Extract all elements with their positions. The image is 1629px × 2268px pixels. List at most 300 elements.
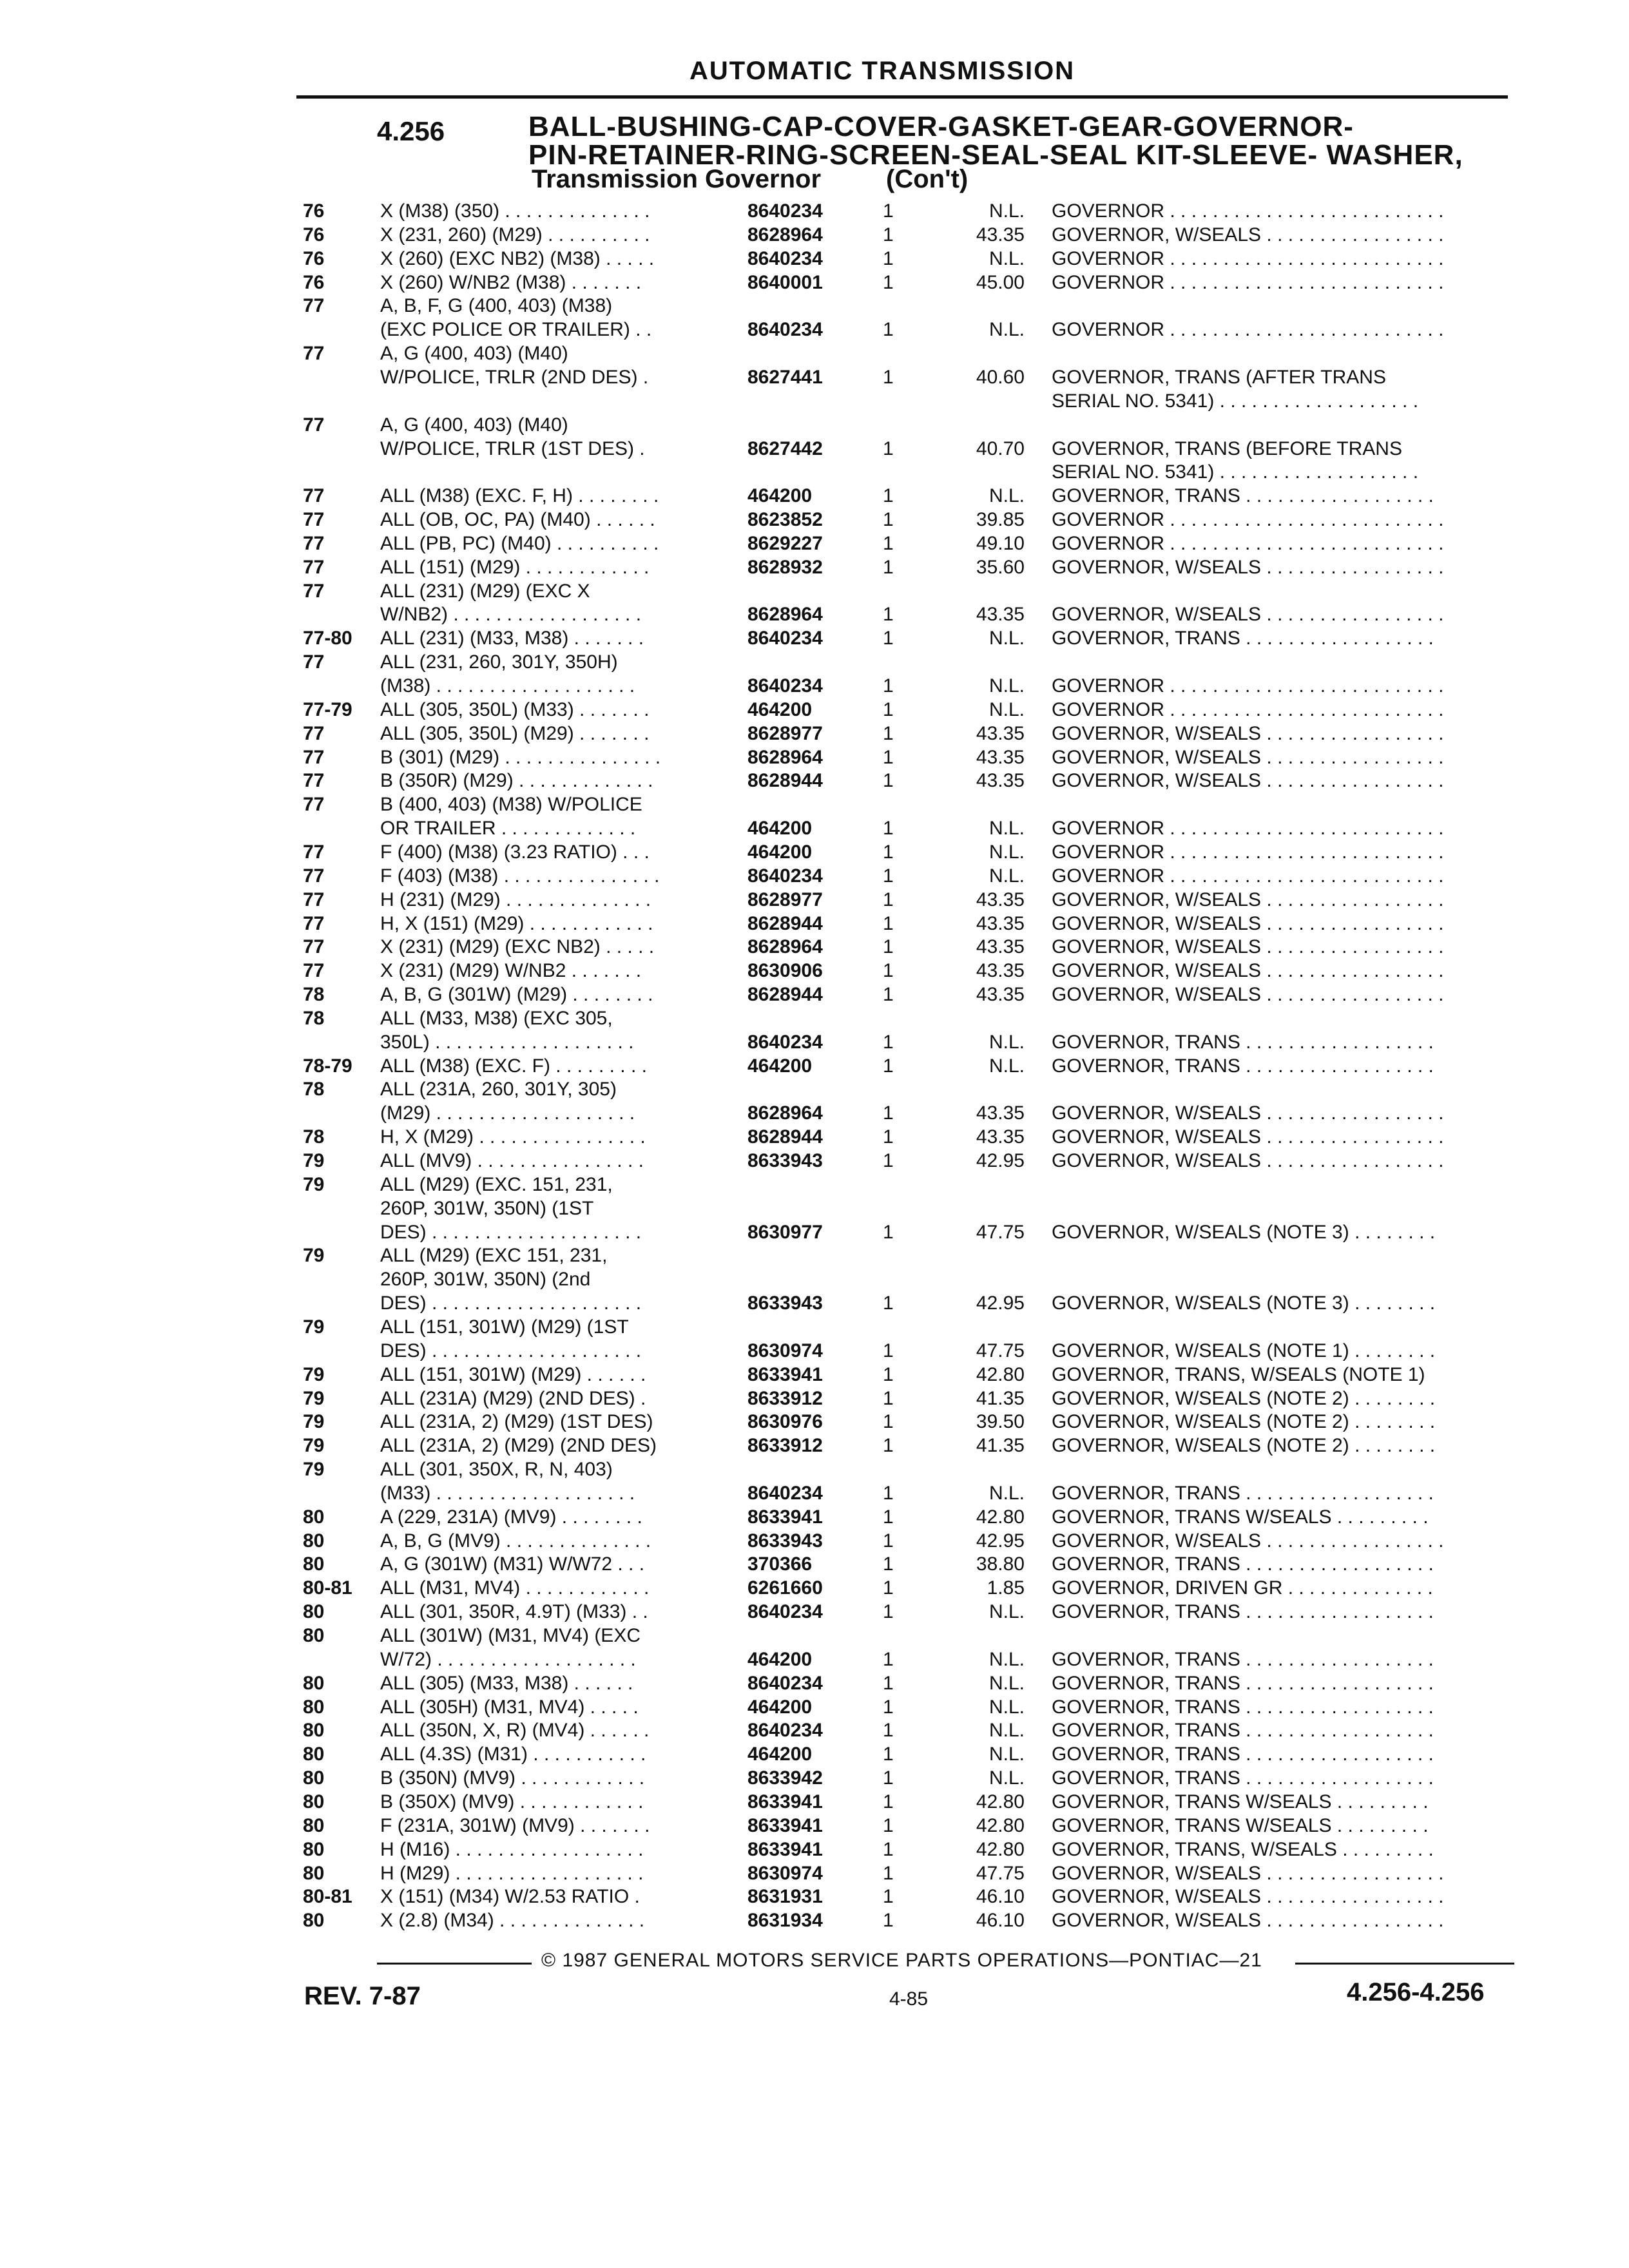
part-number: 8628944	[747, 913, 823, 934]
part-number: 8628977	[747, 889, 823, 910]
application: X (231, 260) (M29) . . . . . . . . . .	[380, 224, 650, 245]
description: GOVERNOR, TRANS . . . . . . . . . . . . . . . . . .	[1052, 1032, 1434, 1053]
application: ALL (305, 350L) (M33) . . . . . . .	[380, 699, 650, 720]
part-number: 8640234	[747, 865, 823, 887]
description: GOVERNOR . . . . . . . . . . . . . . . . . . . . . . . . . .	[1052, 533, 1444, 554]
quantity: 1	[883, 1126, 894, 1148]
figure-number: 77	[303, 936, 325, 957]
price: 40.70	[976, 438, 1025, 459]
table-row	[0, 1647, 1629, 1673]
price: 46.10	[976, 1886, 1025, 1907]
table-row	[0, 1837, 1629, 1863]
part-number: 8628932	[747, 557, 823, 578]
price: N.L.	[988, 818, 1025, 839]
figure-number: 80	[303, 1625, 325, 1646]
table-row	[0, 1481, 1629, 1506]
application: ALL (305) (M33, M38) . . . . . .	[380, 1673, 633, 1694]
table-row	[0, 1148, 1629, 1174]
figure-number: 77	[303, 723, 325, 744]
application: (M38) . . . . . . . . . . . . . . . . . . .	[380, 675, 635, 697]
part-number: 8628964	[747, 224, 823, 245]
price: 43.35	[976, 604, 1025, 625]
section-title-line-3: Transmission Governor	[532, 165, 822, 193]
description: GOVERNOR, W/SEALS . . . . . . . . . . . . . . . . .	[1052, 1150, 1444, 1171]
part-number: 464200	[747, 699, 813, 720]
description: GOVERNOR, TRANS . . . . . . . . . . . . . . . . . .	[1052, 485, 1434, 506]
application: ALL (M38) (EXC. F, H) . . . . . . . .	[380, 485, 659, 506]
quantity: 1	[883, 1601, 894, 1622]
table-row	[0, 436, 1629, 462]
table-row	[0, 412, 1629, 438]
figure-number: 77	[303, 414, 325, 436]
table-row	[0, 602, 1629, 628]
figure-number: 77	[303, 533, 325, 554]
price: 43.35	[976, 984, 1025, 1005]
price: N.L.	[988, 485, 1025, 506]
description: GOVERNOR, W/SEALS (NOTE 1) . . . . . . . .	[1052, 1340, 1436, 1361]
quantity: 1	[883, 984, 894, 1005]
description: GOVERNOR, TRANS . . . . . . . . . . . . . . . . . .	[1052, 1696, 1434, 1718]
figure-number: 78	[303, 1126, 325, 1148]
price: 42.95	[976, 1293, 1025, 1314]
price: 43.35	[976, 1126, 1025, 1148]
description: GOVERNOR, TRANS W/SEALS . . . . . . . . .	[1052, 1506, 1429, 1528]
part-number: 8640234	[747, 1601, 823, 1622]
application: X (M38) (350) . . . . . . . . . . . . . .	[380, 200, 650, 222]
price: N.L.	[988, 1696, 1025, 1718]
table-row	[0, 911, 1629, 937]
footer-copyright: © 1987 GENERAL MOTORS SERVICE PARTS OPERATIONS—PONTIAC—21	[541, 1950, 1262, 1971]
description: GOVERNOR, TRANS . . . . . . . . . . . . . . . . . .	[1052, 1649, 1434, 1670]
quantity: 1	[883, 272, 894, 293]
quantity: 1	[883, 1483, 894, 1504]
table-row	[0, 1267, 1629, 1293]
table-row	[0, 389, 1629, 414]
quantity: 1	[883, 1055, 894, 1077]
application: A, B, G (MV9) . . . . . . . . . . . . . .	[380, 1530, 651, 1552]
quantity: 1	[883, 1649, 894, 1670]
application: B (400, 403) (M38) W/POLICE	[380, 794, 642, 815]
table-row	[0, 1623, 1629, 1649]
figure-number: 78	[303, 1079, 325, 1100]
price: 43.35	[976, 224, 1025, 245]
price: 43.35	[976, 936, 1025, 957]
part-number: 8628944	[747, 984, 823, 1005]
description: GOVERNOR, W/SEALS (NOTE 3) . . . . . . . .	[1052, 1293, 1436, 1314]
table-row	[0, 934, 1629, 960]
figure-number: 80	[303, 1530, 325, 1552]
application: ALL (301, 350R, 4.9T) (M33) . .	[380, 1601, 648, 1622]
page-reference: 4.256-4.256	[1347, 1978, 1485, 2006]
part-number: 464200	[747, 1744, 813, 1765]
footer-rule-right	[1295, 1963, 1514, 1965]
figure-number: 80	[303, 1601, 325, 1622]
figure-number: 79	[303, 1150, 325, 1171]
description: GOVERNOR, TRANS (AFTER TRANS	[1052, 367, 1386, 388]
price: 39.50	[976, 1411, 1025, 1432]
description: GOVERNOR, W/SEALS (NOTE 2) . . . . . . . .	[1052, 1411, 1436, 1432]
part-number: 8630974	[747, 1340, 823, 1361]
price: N.L.	[988, 1055, 1025, 1077]
figure-number: 80	[303, 1863, 325, 1884]
price: 41.35	[976, 1388, 1025, 1409]
description: GOVERNOR, W/SEALS . . . . . . . . . . . . . . . . .	[1052, 936, 1444, 957]
footer-rule-left	[377, 1963, 532, 1965]
table-row	[0, 1765, 1629, 1791]
quantity: 1	[883, 1767, 894, 1789]
application: X (151) (M34) W/2.53 RATIO .	[380, 1886, 640, 1907]
application: F (231A, 301W) (MV9) . . . . . . .	[380, 1815, 650, 1836]
application: A, B, G (301W) (M29) . . . . . . . .	[380, 984, 653, 1005]
figure-number: 79	[303, 1316, 325, 1338]
table-row	[0, 1789, 1629, 1815]
table-row	[0, 745, 1629, 771]
description: GOVERNOR . . . . . . . . . . . . . . . . . . . . . . . . . .	[1052, 841, 1444, 863]
application: ALL (PB, PC) (M40) . . . . . . . . . .	[380, 533, 659, 554]
part-number: 8630906	[747, 960, 823, 981]
description: GOVERNOR, TRANS (BEFORE TRANS	[1052, 438, 1402, 459]
quantity: 1	[883, 248, 894, 269]
part-number: 8628977	[747, 723, 823, 744]
quantity: 1	[883, 533, 894, 554]
figure-number: 78	[303, 984, 325, 1005]
part-number: 8630977	[747, 1222, 823, 1243]
table-row	[0, 1908, 1629, 1934]
page-number: 4-85	[889, 1988, 929, 2010]
price: 49.10	[976, 533, 1025, 554]
figure-number: 79	[303, 1174, 325, 1195]
part-number: 8628964	[747, 1102, 823, 1124]
application: F (403) (M38) . . . . . . . . . . . . . . .	[380, 865, 660, 887]
table-row	[0, 792, 1629, 818]
price: N.L.	[988, 841, 1025, 863]
figure-number: 76	[303, 248, 325, 269]
application: W/POLICE, TRLR (2ND DES) .	[380, 367, 649, 388]
quantity: 1	[883, 1720, 894, 1741]
description: GOVERNOR . . . . . . . . . . . . . . . . . . . . . . . . . .	[1052, 200, 1444, 222]
application: ALL (231) (M33, M38) . . . . . . .	[380, 628, 644, 649]
table-row	[0, 1006, 1629, 1032]
table-row	[0, 1575, 1629, 1601]
price: N.L.	[988, 1744, 1025, 1765]
quantity: 1	[883, 1150, 894, 1171]
table-row	[0, 1196, 1629, 1222]
table-row	[0, 222, 1629, 248]
quantity: 1	[883, 1222, 894, 1243]
table-row	[0, 1100, 1629, 1126]
figure-number: 79	[303, 1459, 325, 1480]
description: GOVERNOR, W/SEALS . . . . . . . . . . . . . . . . .	[1052, 557, 1444, 578]
price: N.L.	[988, 248, 1025, 269]
description: GOVERNOR, TRANS . . . . . . . . . . . . . . . . . .	[1052, 1055, 1434, 1077]
figure-number: 77	[303, 960, 325, 981]
price: 40.60	[976, 367, 1025, 388]
application: 260P, 301W, 350N) (1ST	[380, 1198, 594, 1219]
part-number: 8640234	[747, 248, 823, 269]
figure-number: 77	[303, 889, 325, 910]
quantity: 1	[883, 1411, 894, 1432]
table-row	[0, 246, 1629, 272]
table-row	[0, 958, 1629, 984]
quantity: 1	[883, 675, 894, 697]
figure-number: 77	[303, 865, 325, 887]
figure-number: 77	[303, 651, 325, 673]
application: ALL (M29) (EXC. 151, 231,	[380, 1174, 613, 1195]
table-row	[0, 887, 1629, 913]
quantity: 1	[883, 1863, 894, 1884]
section-title-line-2: PIN-RETAINER-RING-SCREEN-SEAL-SEAL KIT-SLEEVE- WASHER,	[528, 139, 1463, 171]
figure-number: 77	[303, 343, 325, 364]
quantity: 1	[883, 485, 894, 506]
description: SERIAL NO. 5341) . . . . . . . . . . . . . . . . . . .	[1052, 390, 1419, 412]
revision-label: REV. 7-87	[304, 1982, 421, 2010]
figure-number: 76	[303, 272, 325, 293]
quantity: 1	[883, 200, 894, 222]
quantity: 1	[883, 960, 894, 981]
application: A, G (301W) (M31) W/W72 . . .	[380, 1553, 645, 1575]
quantity: 1	[883, 628, 894, 649]
figure-number: 77-79	[303, 699, 352, 720]
description: GOVERNOR, DRIVEN GR . . . . . . . . . . . . . .	[1052, 1577, 1433, 1599]
description: GOVERNOR, W/SEALS . . . . . . . . . . . . . . . . .	[1052, 1910, 1444, 1931]
price: 45.00	[976, 272, 1025, 293]
application: ALL (301W) (M31, MV4) (EXC	[380, 1625, 641, 1646]
price: 43.35	[976, 723, 1025, 744]
quantity: 1	[883, 841, 894, 863]
quantity: 1	[883, 1293, 894, 1314]
price: N.L.	[988, 628, 1025, 649]
table-row	[0, 1386, 1629, 1412]
part-number: 8633943	[747, 1293, 823, 1314]
part-number: 8630974	[747, 1863, 823, 1884]
figure-number: 77	[303, 509, 325, 530]
application: ALL (231) (M29) (EXC X	[380, 581, 590, 602]
part-number: 8640234	[747, 1720, 823, 1741]
description: GOVERNOR . . . . . . . . . . . . . . . . . . . . . . . . . .	[1052, 675, 1444, 697]
price: N.L.	[988, 1649, 1025, 1670]
price: N.L.	[988, 319, 1025, 340]
description: GOVERNOR, W/SEALS . . . . . . . . . . . . . . . . .	[1052, 224, 1444, 245]
price: 42.80	[976, 1791, 1025, 1812]
figure-number: 80-81	[303, 1577, 352, 1599]
figure-number: 76	[303, 224, 325, 245]
figure-number: 80	[303, 1910, 325, 1931]
price: N.L.	[988, 1483, 1025, 1504]
quantity: 1	[883, 438, 894, 459]
table-row	[0, 840, 1629, 865]
table-row	[0, 483, 1629, 509]
table-row	[0, 341, 1629, 367]
table-row	[0, 721, 1629, 747]
table-row	[0, 1718, 1629, 1744]
part-number: 464200	[747, 1649, 813, 1670]
quantity: 1	[883, 1791, 894, 1812]
description: GOVERNOR, TRANS W/SEALS . . . . . . . . .	[1052, 1791, 1429, 1812]
table-row	[0, 317, 1629, 343]
application: X (231) (M29) (EXC NB2) . . . . .	[380, 936, 655, 957]
part-number: 8628964	[747, 936, 823, 957]
figure-number: 80	[303, 1815, 325, 1836]
table-row	[0, 1291, 1629, 1316]
application: (M29) . . . . . . . . . . . . . . . . . . .	[380, 1102, 635, 1124]
part-number: 8633943	[747, 1150, 823, 1171]
description: GOVERNOR, TRANS W/SEALS . . . . . . . . .	[1052, 1815, 1429, 1836]
quantity: 1	[883, 1435, 894, 1456]
figure-number: 80	[303, 1553, 325, 1575]
quantity: 1	[883, 1910, 894, 1931]
quantity: 1	[883, 1530, 894, 1552]
table-row	[0, 1528, 1629, 1554]
figure-number: 78-79	[303, 1055, 352, 1077]
table-row	[0, 459, 1629, 485]
price: 39.85	[976, 509, 1025, 530]
application: X (260) W/NB2 (M38) . . . . . . .	[380, 272, 642, 293]
description: GOVERNOR . . . . . . . . . . . . . . . . . . . . . . . . . .	[1052, 509, 1444, 530]
part-number: 8640234	[747, 1032, 823, 1053]
table-row	[0, 1457, 1629, 1483]
application: ALL (M31, MV4) . . . . . . . . . . . .	[380, 1577, 650, 1599]
application: ALL (301, 350X, R, N, 403)	[380, 1459, 613, 1480]
price: N.L.	[988, 675, 1025, 697]
section-title-line-1: BALL-BUSHING-CAP-COVER-GASKET-GEAR-GOVERNOR-	[528, 111, 1354, 142]
part-number: 8640234	[747, 200, 823, 222]
part-number: 464200	[747, 841, 813, 863]
application: ALL (151) (M29) . . . . . . . . . . . .	[380, 557, 650, 578]
price: N.L.	[988, 1032, 1025, 1053]
figure-number: 79	[303, 1411, 325, 1432]
table-row	[0, 863, 1629, 889]
table-row	[0, 1695, 1629, 1720]
application: OR TRAILER . . . . . . . . . . . . .	[380, 818, 636, 839]
description: GOVERNOR, TRANS . . . . . . . . . . . . . . . . . .	[1052, 1720, 1434, 1741]
price: 43.35	[976, 960, 1025, 981]
quantity: 1	[883, 747, 894, 768]
table-row	[0, 555, 1629, 581]
application: 350L) . . . . . . . . . . . . . . . . . . .	[380, 1032, 634, 1053]
figure-number: 77	[303, 841, 325, 863]
application: B (350R) (M29) . . . . . . . . . . . . .	[380, 770, 653, 791]
table-row	[0, 1362, 1629, 1388]
quantity: 1	[883, 1506, 894, 1528]
application: ALL (4.3S) (M31) . . . . . . . . . . .	[380, 1744, 646, 1765]
application: H (231) (M29) . . . . . . . . . . . . . .	[380, 889, 651, 910]
table-row	[0, 1433, 1629, 1459]
application: X (260) (EXC NB2) (M38) . . . . .	[380, 248, 655, 269]
application: ALL (151, 301W) (M29) . . . . . .	[380, 1364, 646, 1385]
part-number: 8633941	[747, 1506, 823, 1528]
quantity: 1	[883, 557, 894, 578]
quantity: 1	[883, 936, 894, 957]
part-number: 8631934	[747, 1910, 823, 1931]
figure-number: 79	[303, 1364, 325, 1385]
description: GOVERNOR, W/SEALS . . . . . . . . . . . . . . . . .	[1052, 770, 1444, 791]
part-number: 8627442	[747, 438, 823, 459]
price: N.L.	[988, 1601, 1025, 1622]
table-row	[0, 1053, 1629, 1079]
quantity: 1	[883, 1815, 894, 1836]
description: GOVERNOR, W/SEALS . . . . . . . . . . . . . . . . .	[1052, 889, 1444, 910]
description: GOVERNOR, W/SEALS . . . . . . . . . . . . . . . . .	[1052, 960, 1444, 981]
figure-number: 77	[303, 747, 325, 768]
section-number: 4.256	[377, 116, 445, 146]
figure-number: 80	[303, 1673, 325, 1694]
description: GOVERNOR, TRANS, W/SEALS (NOTE 1)	[1052, 1364, 1425, 1385]
application: ALL (OB, OC, PA) (M40) . . . . . .	[380, 509, 655, 530]
table-row	[0, 649, 1629, 675]
price: 41.35	[976, 1435, 1025, 1456]
price: 43.35	[976, 747, 1025, 768]
application: X (231) (M29) W/NB2 . . . . . . .	[380, 960, 642, 981]
quantity: 1	[883, 1577, 894, 1599]
quantity: 1	[883, 1388, 894, 1409]
table-row	[0, 1314, 1629, 1340]
part-number: 8631931	[747, 1886, 823, 1907]
figure-number: 77	[303, 557, 325, 578]
table-row	[0, 1409, 1629, 1435]
figure-number: 77	[303, 581, 325, 602]
quantity: 1	[883, 865, 894, 887]
description: GOVERNOR, W/SEALS . . . . . . . . . . . . . . . . .	[1052, 604, 1444, 625]
price: N.L.	[988, 1720, 1025, 1741]
description: GOVERNOR, TRANS . . . . . . . . . . . . . . . . . .	[1052, 1601, 1434, 1622]
part-number: 8640234	[747, 319, 823, 340]
application: ALL (231A, 2) (M29) (2ND DES)	[380, 1435, 657, 1456]
table-row	[0, 365, 1629, 390]
part-number: 8628964	[747, 604, 823, 625]
part-number: 8629227	[747, 533, 823, 554]
table-row	[0, 697, 1629, 723]
application: B (301) (M29) . . . . . . . . . . . . . . .	[380, 747, 661, 768]
table-row	[0, 1030, 1629, 1055]
application: ALL (151, 301W) (M29) (1ST	[380, 1316, 629, 1338]
figure-number: 77	[303, 295, 325, 316]
price: 43.35	[976, 770, 1025, 791]
description: GOVERNOR, TRANS, W/SEALS . . . . . . . . .	[1052, 1839, 1434, 1860]
price: 38.80	[976, 1553, 1025, 1575]
price: 46.10	[976, 1910, 1025, 1931]
application: ALL (231, 260, 301Y, 350H)	[380, 651, 618, 673]
figure-number: 80	[303, 1839, 325, 1860]
price: 42.80	[976, 1506, 1025, 1528]
description: GOVERNOR, TRANS . . . . . . . . . . . . . . . . . .	[1052, 1744, 1434, 1765]
quantity: 1	[883, 604, 894, 625]
application: ALL (231A) (M29) (2ND DES) .	[380, 1388, 646, 1409]
description: GOVERNOR, W/SEALS . . . . . . . . . . . . . . . . .	[1052, 747, 1444, 768]
description: GOVERNOR, W/SEALS (NOTE 2) . . . . . . . .	[1052, 1388, 1436, 1409]
figure-number: 77	[303, 485, 325, 506]
description: GOVERNOR, W/SEALS . . . . . . . . . . . . . . . . .	[1052, 1886, 1444, 1907]
quantity: 1	[883, 1364, 894, 1385]
description: GOVERNOR . . . . . . . . . . . . . . . . . . . . . . . . . .	[1052, 699, 1444, 720]
quantity: 1	[883, 1696, 894, 1718]
description: GOVERNOR, TRANS . . . . . . . . . . . . . . . . . .	[1052, 628, 1434, 649]
figure-number: 76	[303, 200, 325, 222]
table-row	[0, 579, 1629, 604]
quantity: 1	[883, 1744, 894, 1765]
application: A, B, F, G (400, 403) (M38)	[380, 295, 613, 316]
description: GOVERNOR . . . . . . . . . . . . . . . . . . . . . . . . . .	[1052, 818, 1444, 839]
part-number: 8630976	[747, 1411, 823, 1432]
application: ALL (350N, X, R) (MV4) . . . . . .	[380, 1720, 650, 1741]
price: 43.35	[976, 889, 1025, 910]
description: GOVERNOR . . . . . . . . . . . . . . . . . . . . . . . . . .	[1052, 319, 1444, 340]
description: GOVERNOR . . . . . . . . . . . . . . . . . . . . . . . . . .	[1052, 248, 1444, 269]
price: 47.75	[976, 1340, 1025, 1361]
price: 42.95	[976, 1150, 1025, 1171]
table-row	[0, 270, 1629, 296]
price: 43.35	[976, 913, 1025, 934]
description: GOVERNOR, TRANS . . . . . . . . . . . . . . . . . .	[1052, 1673, 1434, 1694]
